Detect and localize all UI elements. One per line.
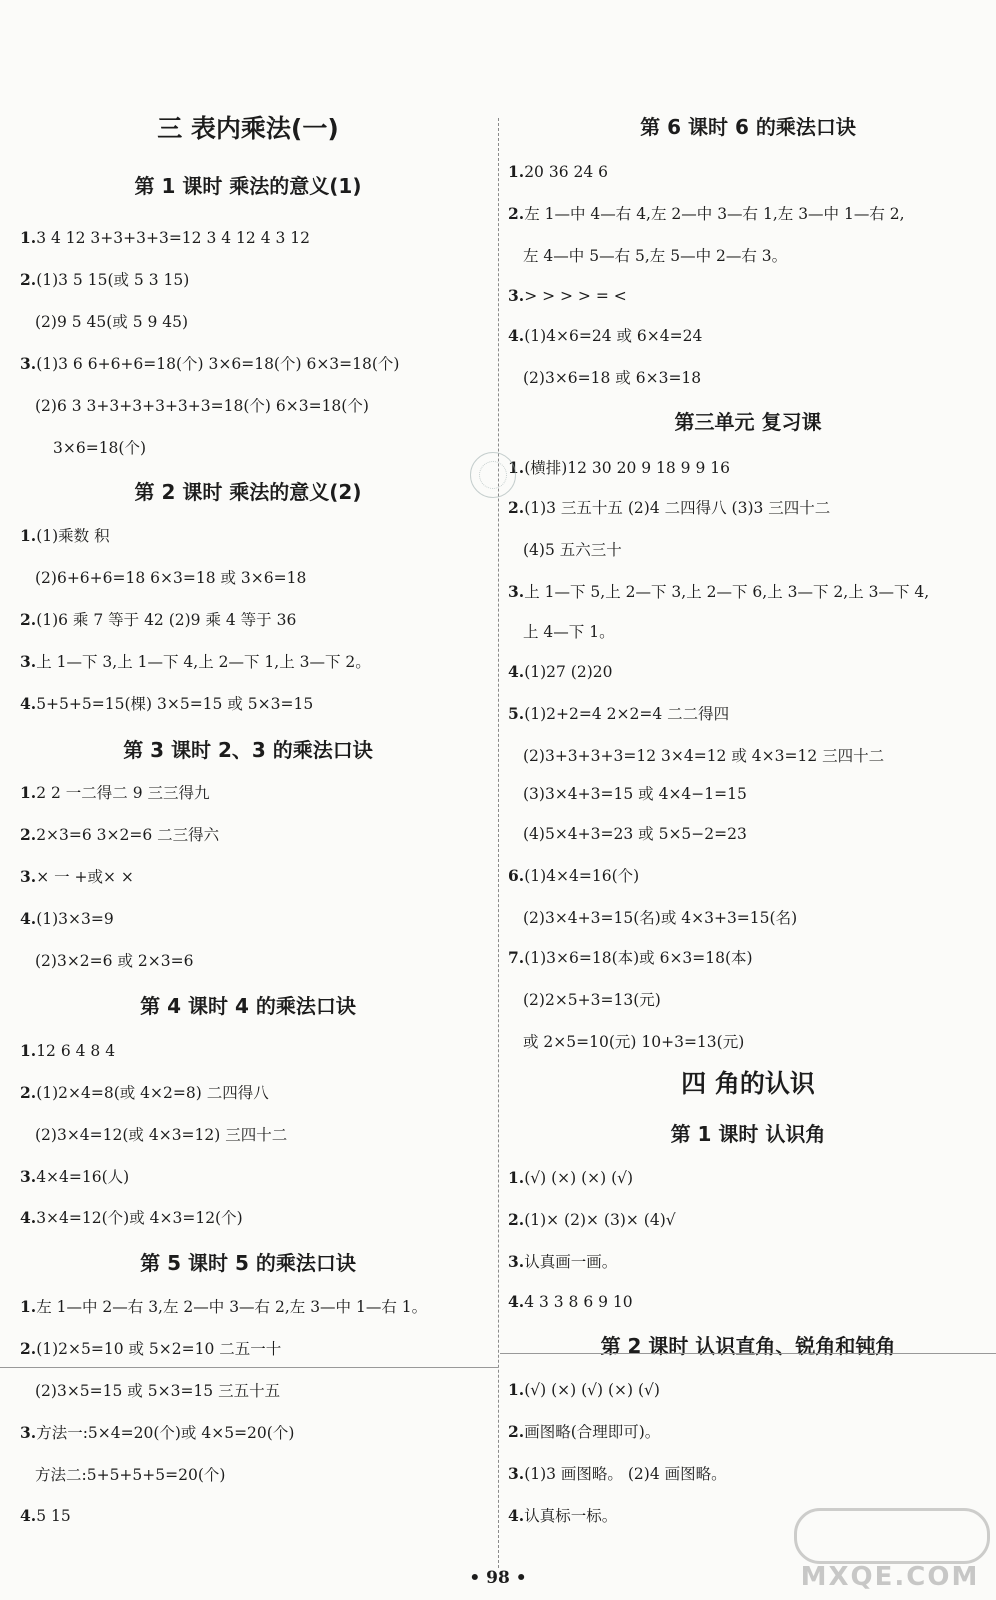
lesson-heading: 第 1 课时 乘法的意义(1) [134,174,362,198]
question-number: 3. [20,867,37,886]
question-number: 2. [508,204,525,223]
answer-line [20,907,114,931]
answer-text: 5+5+5=15(棵) 3×5=15 或 5×3=15 [36,695,314,713]
question-number: 4. [20,1506,37,1525]
lesson-heading: 第 5 课时 5 的乘法口诀 [140,1251,356,1275]
answer-line [20,823,219,847]
answer-text: 上 1—下 5,上 2—下 3,上 2—下 6,上 3—下 2,上 3—下 4, [524,583,930,601]
question-number: 3. [508,1252,525,1271]
question-number: 2. [508,498,525,517]
answer-text: 4×4=16(人) [36,1168,130,1186]
question-number: 4. [508,1506,525,1525]
answer-text: 左 4—中 5—右 5,左 5—中 2—右 3。 [523,247,788,265]
answer-text: (3)3×4+3=15 或 4×4−1=15 [523,785,747,803]
answer-line [20,650,371,674]
answer-line [35,394,369,418]
answer-line [508,1462,727,1486]
answer-text: 上 4—下 1。 [523,623,615,641]
question-number: 2. [20,1339,37,1358]
answer-text: 3×4=12(个)或 4×3=12(个) [36,1209,243,1227]
answer-text: (2)6+6+6=18 6×3=18 或 3×6=18 [35,569,307,587]
answer-text: (1)6 乘 7 等于 42 (2)9 乘 4 等于 36 [36,611,297,629]
question-number: 1. [508,1168,525,1187]
question-number: 3. [508,286,525,305]
answer-line [35,1123,287,1147]
answer-text: × 一 +或× × [36,868,134,886]
answer-line [508,946,753,970]
answer-text: 上 1—下 3,上 1—下 4,上 2—下 1,上 3—下 2。 [36,653,371,671]
answer-text: (1)× (2)× (3)× (4)√ [524,1211,676,1229]
answer-text: (1)乘数 积 [36,527,110,545]
answer-line [508,1290,633,1314]
answer-text: 2 2 一二得二 9 三三得九 [36,784,210,802]
question-number: 1. [508,458,525,477]
answer-line [508,1166,633,1190]
answer-text: 3 4 12 3+3+3+3=12 3 4 12 4 3 12 [36,229,310,247]
answer-line [20,226,310,250]
page-number: • 98 • [469,1568,527,1588]
question-number: 1. [20,1041,37,1060]
question-number: 4. [508,1292,525,1311]
answer-line [508,1378,660,1402]
answer-text: (2)3×4=12(或 4×3=12) 三四十二 [35,1126,288,1144]
answer-line [20,1039,115,1063]
section-title: 四 角的认识 [681,1069,815,1098]
question-number: 3. [20,1167,37,1186]
answer-line [508,1250,617,1274]
answer-line [20,1081,269,1105]
answer-line [53,436,146,460]
answer-line [523,822,747,846]
answer-text: (1)27 (2)20 [524,663,613,681]
answer-line [508,284,627,308]
answer-line [508,864,639,888]
question-number: 2. [20,610,37,629]
section-title: 三 表内乘法(一) [157,114,339,143]
answer-line [20,1421,294,1445]
answer-line [523,782,747,806]
question-number: 4. [508,662,525,681]
answer-line [523,244,787,268]
answer-text: (2)9 5 45(或 5 9 45) [35,313,189,331]
lesson-heading: 第三单元 复习课 [674,410,822,434]
answer-text: (1)3×6=18(本)或 6×3=18(本) [524,949,753,967]
question-number: 1. [508,1380,525,1399]
answer-text: > > > > = < [524,287,627,305]
answer-line [20,1337,281,1361]
answer-text: (1)2+2=4 2×2=4 二二得四 [524,705,730,723]
answer-text: (4)5×4+3=23 或 5×5−2=23 [523,825,747,843]
answer-line [523,1030,744,1054]
answer-line [35,1463,225,1487]
answer-text: 4 3 3 8 6 9 10 [524,1293,633,1311]
answer-line [20,1504,71,1528]
answer-text: 画图略(合理即可)。 [524,1423,661,1441]
horizontal-rule [500,1353,996,1354]
answer-line [35,310,188,334]
question-number: 3. [20,354,37,373]
answer-line [20,352,399,376]
answer-line [523,620,615,644]
question-number: 1. [508,162,525,181]
answer-line [523,538,622,562]
answer-text: (2)6 3 3+3+3+3+3+3=18(个) 6×3=18(个) [35,397,369,415]
question-number: 2. [508,1422,525,1441]
answer-text: (2)3+3+3+3=12 3×4=12 或 4×3=12 三四十二 [523,747,885,765]
stamp-icon [470,452,516,498]
answer-text: (2)3×5=15 或 5×3=15 三五十五 [35,1382,281,1400]
answer-text: (1)3×3=9 [36,910,114,928]
answer-text: 方法二:5+5+5+5=20(个) [35,1466,226,1484]
question-number: 6. [508,866,525,885]
answer-line [508,324,702,348]
question-number: 7. [508,948,525,967]
answer-line [20,1295,427,1319]
answer-line [508,660,612,684]
answer-line [508,1420,660,1444]
answer-line [523,988,661,1012]
answer-text: (1)2×5=10 或 5×2=10 二五一十 [36,1340,282,1358]
answer-text: 左 1—中 4—右 4,左 2—中 3—右 1,左 3—中 1—右 2, [524,205,905,223]
answer-text: (√) (×) (√) (×) (√) [524,1381,660,1399]
answer-text: 20 36 24 6 [524,163,608,181]
answer-text: (2)3×4+3=15(名)或 4×3+3=15(名) [523,909,798,927]
answer-text: (1)3 三五十五 (2)4 二四得八 (3)3 三四十二 [524,499,831,517]
column-divider [498,118,499,1568]
answer-text: (1)3 5 15(或 5 3 15) [36,271,190,289]
question-number: 4. [20,694,37,713]
answer-text: (1)2×4=8(或 4×2=8) 二四得八 [36,1084,269,1102]
answer-line [20,524,110,548]
lesson-heading: 第 4 课时 4 的乘法口诀 [140,994,356,1018]
answer-line [523,366,701,390]
lesson-heading: 第 3 课时 2、3 的乘法口诀 [123,738,373,762]
answer-line [523,744,884,768]
answer-text: (2)3×6=18 或 6×3=18 [523,369,702,387]
answer-text: (1)3 6 6+6+6=18(个) 3×6=18(个) 6×3=18(个) [36,355,400,373]
answer-text: (1)3 画图略。 (2)4 画图略。 [524,1465,727,1483]
question-number: 3. [508,1464,525,1483]
answer-line [20,608,296,632]
watermark-badge-icon [794,1508,990,1564]
answer-text: 左 1—中 2—右 3,左 2—中 3—右 2,左 3—中 1—右 1。 [36,1298,428,1316]
answer-text: 12 6 4 8 4 [36,1042,116,1060]
answer-line [20,268,189,292]
watermark-logo [790,1508,990,1592]
question-number: 1. [20,526,37,545]
answer-text: 认真画一画。 [524,1253,618,1271]
answer-line [20,865,134,889]
question-number: 4. [508,326,525,345]
answer-line [508,1504,617,1528]
answer-line [508,1208,676,1232]
answer-line [508,202,905,226]
answer-text: (√) (×) (×) (√) [524,1169,634,1187]
question-number: 5. [508,704,525,723]
answer-line [20,692,313,716]
answer-line [508,702,729,726]
question-number: 4. [20,1208,37,1227]
question-number: 3. [20,1423,37,1442]
answer-text: (横排)12 30 20 9 18 9 9 16 [524,459,730,477]
answer-text: 5 15 [36,1507,71,1525]
answer-line [508,456,730,480]
answer-line [508,160,608,184]
question-number: 2. [20,270,37,289]
answer-text: 3×6=18(个) [53,439,147,457]
answer-text: (1)4×6=24 或 6×4=24 [524,327,703,345]
answer-text: 方法一:5×4=20(个)或 4×5=20(个) [36,1424,295,1442]
answer-text: 或 2×5=10(元) 10+3=13(元) [523,1033,745,1051]
horizontal-rule [0,1367,498,1368]
answer-text: (4)5 五六三十 [523,541,622,559]
question-number: 3. [20,652,37,671]
question-number: 2. [508,1210,525,1229]
answer-line [523,906,797,930]
answer-line [35,1379,280,1403]
question-number: 1. [20,1297,37,1316]
watermark-text: MXQE.COM [800,1562,980,1592]
question-number: 4. [20,909,37,928]
question-number: 2. [20,1083,37,1102]
answer-text: (2)2×5+3=13(元) [523,991,661,1009]
answer-line [35,949,193,973]
answer-line [20,781,209,805]
question-number: 1. [20,783,37,802]
answer-text: (1)4×4=16(个) [524,867,640,885]
answer-text: 认真标一标。 [524,1507,618,1525]
question-number: 2. [20,825,37,844]
answer-text: 2×3=6 3×2=6 二三得六 [36,826,220,844]
question-number: 3. [508,582,525,601]
question-number: 1. [20,228,37,247]
answer-text: (2)3×2=6 或 2×3=6 [35,952,194,970]
answer-line [508,496,830,520]
lesson-heading: 第 2 课时 乘法的意义(2) [134,480,362,504]
answer-line [35,566,306,590]
answer-line [20,1206,243,1230]
lesson-heading: 第 1 课时 认识角 [670,1122,826,1146]
answer-line [508,580,929,604]
answer-line [20,1165,129,1189]
lesson-heading: 第 2 课时 认识直角、锐角和钝角 [600,1334,896,1358]
lesson-heading: 第 6 课时 6 的乘法口诀 [640,115,856,139]
